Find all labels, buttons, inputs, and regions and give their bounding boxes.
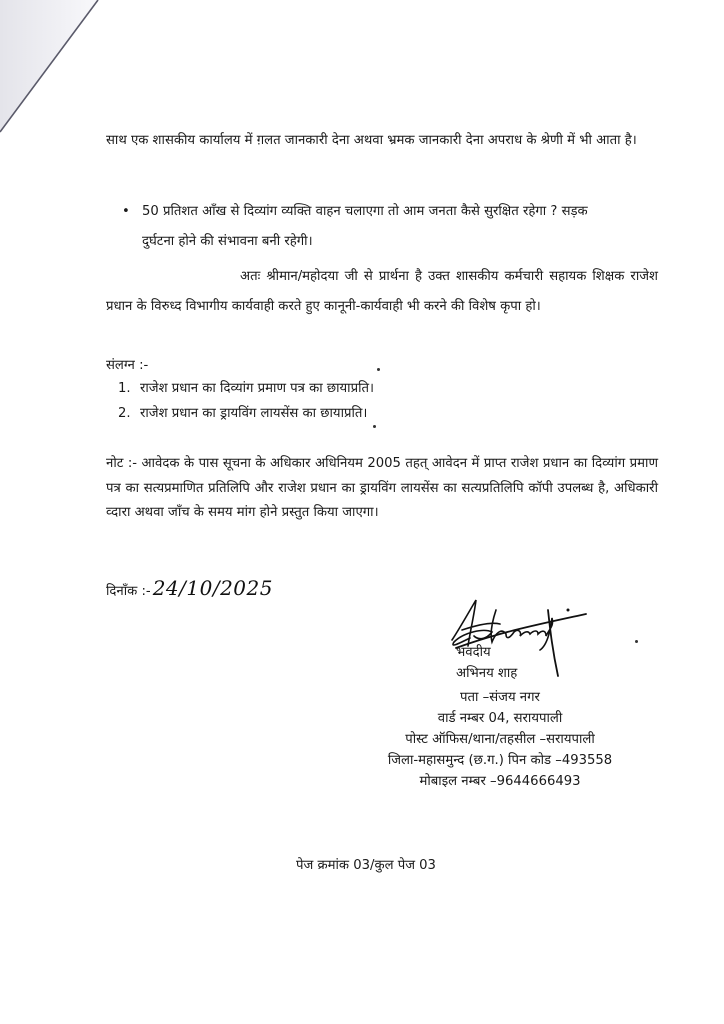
address-block bbox=[350, 687, 650, 792]
bullet-icon: • bbox=[122, 204, 130, 219]
signer-name: अभिनय शाह bbox=[456, 666, 518, 681]
address-line: पता –संजय नगर bbox=[460, 690, 540, 705]
attachment-number: 1. bbox=[118, 381, 131, 396]
page-number-footer: पेज क्रमांक 03/कुल पेज 03 bbox=[296, 858, 436, 873]
address-line: वार्ड नम्बर 04, सरायपाली bbox=[437, 711, 563, 726]
paragraph-request bbox=[106, 262, 658, 322]
date-row bbox=[106, 576, 273, 600]
request-text: अतः श्रीमान/महोदया जी से प्रार्थना है उक्त शासकीय कर्मचारी सहायक शिक्षक राजेश प्रधान के विरुध्द विभागीय कार्यवाही करते हुए कानूनी-कार्यवाही भी करने की विशेष कृपा हो। bbox=[106, 269, 658, 314]
address-line: मोबाइल नम्बर –9644666493 bbox=[419, 774, 581, 789]
closing-salutation: भवदीय bbox=[456, 645, 491, 660]
bullet-item-safety bbox=[122, 197, 592, 257]
handwritten-date: 24/10/2025 bbox=[152, 576, 273, 600]
bullet-text: 50 प्रतिशत आँख से दिव्यांग व्यक्ति वाहन चलाएगा तो आम जनता कैसे सुरक्षित रहेगा ? सड़क दुर्घटना होने की संभावना बनी रहेगी। bbox=[142, 204, 588, 249]
paragraph-offence: साथ एक शासकीय कार्यालय में ग़लत जानकारी देना अथवा भ्रमक जानकारी देना अपराध के श्रेणी में भी आता है। bbox=[106, 133, 637, 148]
scan-speck bbox=[373, 425, 376, 428]
note-paragraph: नोट :- आवेदक के पास सूचना के अधिकार अधिनियम 2005 तहत् आवेदन में प्राप्त राजेश प्रधान का दिव्यांग प्रमाण पत्र का सत्यप्रमाणित प्रतिलिपि और राजेश प्रधान का ड्रायविंग लायसेंस का सत्यप्रतिलिपि कॉपी उपलब्ध है, अधिकारी व्दारा अथवा जाँच के समय मांग होने प्रस्तुत किया जाएगा। bbox=[106, 456, 658, 520]
paper-fold-shadow bbox=[0, 0, 100, 140]
attachment-item bbox=[118, 376, 638, 401]
attachments-list bbox=[118, 376, 638, 426]
address-line: पोस्ट ऑफिस/थाना/तहसील –सरायपाली bbox=[405, 732, 595, 747]
scan-speck bbox=[635, 640, 638, 643]
attachment-number: 2. bbox=[118, 406, 131, 421]
attachment-text: राजेश प्रधान का दिव्यांग प्रमाण पत्र का छायाप्रति। bbox=[140, 381, 375, 396]
attachments-heading: संलग्न :- bbox=[106, 358, 149, 373]
address-line: जिला-महासमुन्द (छ.ग.) पिन कोड –493558 bbox=[387, 753, 613, 768]
attachment-item bbox=[118, 401, 638, 426]
attachment-text: राजेश प्रधान का ड्रायविंग लायसेंस का छायाप्रति। bbox=[140, 406, 368, 421]
scan-speck bbox=[377, 368, 380, 371]
date-label: दिनाँक :- bbox=[106, 584, 151, 599]
